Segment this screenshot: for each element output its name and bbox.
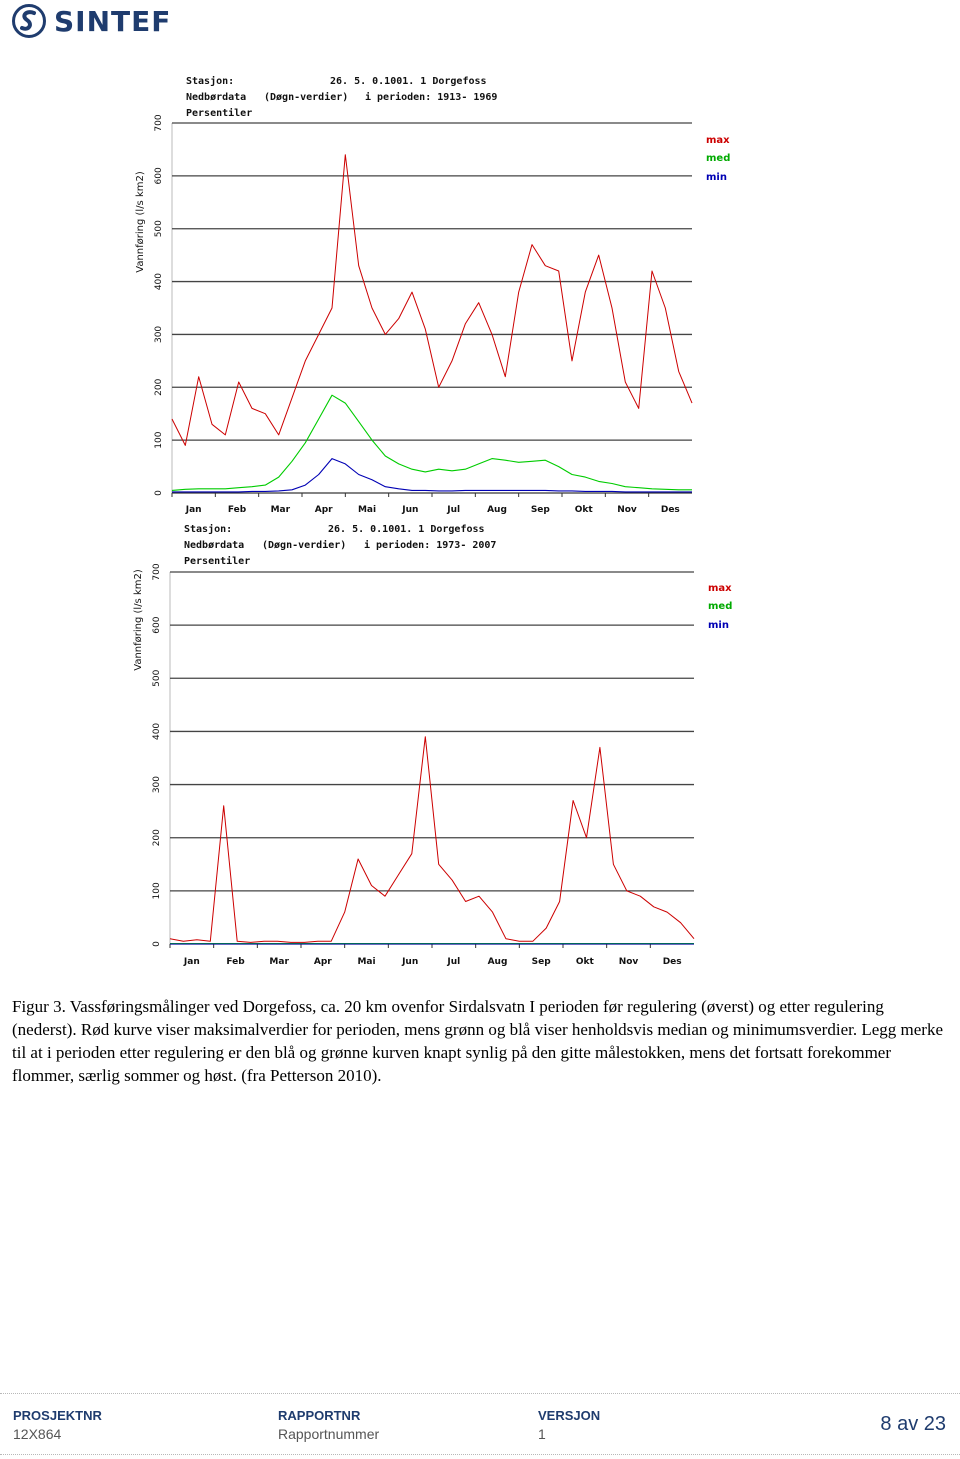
x-tick-label: Jun — [402, 505, 419, 515]
station-value: 26. 5. 0.1001. 1 Dorgefoss — [328, 524, 485, 535]
percentile-label: Persentiler — [186, 108, 253, 119]
x-tick-label: Mai — [357, 505, 377, 515]
chart-before-regulation — [0, 70, 960, 520]
station-value: 26. 5. 0.1001. 1 Dorgefoss — [330, 76, 487, 87]
y-axis-label: Vannføring (l/s km2) — [133, 569, 144, 671]
series-max-line — [170, 737, 694, 943]
brand-name: SINTEF — [54, 4, 172, 38]
x-tick-label: Nov — [617, 505, 637, 515]
y-tick-label: 100 — [154, 431, 164, 449]
y-tick-label: 400 — [154, 272, 164, 291]
footer-project — [13, 1408, 102, 1442]
chart-after-regulation — [0, 518, 960, 970]
data-type-label: Nedbørdata — [186, 92, 247, 103]
report-label: RAPPORTNR — [278, 1408, 361, 1423]
y-tick-label: 700 — [154, 114, 164, 132]
legend-med: med — [708, 601, 733, 612]
x-tick-label: Des — [660, 505, 680, 515]
x-tick-label: Nov — [618, 957, 639, 967]
series-max-line — [172, 155, 692, 446]
station-label: Stasjon: — [184, 524, 233, 535]
y-tick-label: 0 — [152, 941, 162, 947]
legend — [708, 583, 732, 631]
x-tick-label: Apr — [314, 505, 333, 515]
y-tick-label: 700 — [152, 563, 162, 581]
data-type-mid: (Døgn-verdier) — [262, 540, 347, 551]
legend-med: med — [706, 153, 731, 164]
percentile-label: Persentiler — [184, 556, 251, 567]
version-value: 1 — [538, 1426, 546, 1442]
page-footer — [0, 1393, 960, 1455]
station-label: Stasjon: — [186, 76, 235, 87]
y-tick-label: 0 — [154, 490, 164, 496]
figure-caption: Figur 3. Vassføringsmålinger ved Dorgefoss, ca. 20 km ovenfor Sirdalsvatn I perioden før regulering (øverst) og etter regulering (nederst). Rød kurve viser maksimalverdier for perioden, mens grønn og blå viser henholdsvis median og minimumsverdier. Legg merke til at i perioden etter regulering er den blå og grønne kurven knapt synlig på den gitte målestokken, mens det fortsatt forekommer flommer, særlig sommer og høst. (fra Petterson 2010). — [12, 997, 943, 1085]
x-tick-label: Jun — [402, 957, 419, 967]
x-tick-label: Mai — [357, 957, 376, 967]
legend-min: min — [708, 620, 729, 631]
x-tick-label: Sep — [530, 505, 550, 515]
chart-info-block — [186, 75, 497, 119]
x-tick-label: Jan — [185, 505, 202, 515]
x-tick-label: Jul — [447, 505, 461, 515]
y-tick-label: 400 — [152, 722, 162, 741]
page-number: 8 av 23 — [880, 1413, 946, 1435]
data-type-label: Nedbørdata — [184, 540, 245, 551]
legend-max: max — [706, 135, 730, 146]
version-label: VERSJON — [538, 1408, 601, 1423]
period-value: i perioden: 1913- 1969 — [365, 92, 498, 103]
legend-max: max — [708, 583, 732, 594]
period-value: i perioden: 1973- 2007 — [364, 540, 497, 551]
project-label: PROSJEKTNR — [13, 1408, 102, 1423]
y-tick-label: 600 — [152, 616, 162, 634]
report-value: Rapportnummer — [278, 1426, 380, 1442]
x-tick-label: Apr — [313, 957, 332, 967]
x-tick-label: Des — [662, 957, 682, 967]
y-tick-label: 200 — [152, 829, 162, 847]
data-type-mid: (Døgn-verdier) — [264, 92, 349, 103]
x-tick-label: Aug — [487, 505, 507, 515]
footer-report — [278, 1408, 379, 1442]
x-tick-label: Feb — [226, 957, 245, 967]
x-tick-label: Jan — [183, 957, 200, 967]
x-tick-label: Mar — [270, 505, 291, 515]
sintef-logo — [12, 4, 171, 38]
sintef-logo-icon — [12, 4, 46, 38]
y-axis-label: Vannføring (l/s km2) — [135, 171, 146, 273]
series-med-line — [172, 395, 692, 490]
legend-min: min — [706, 172, 727, 183]
y-tick-label: 300 — [154, 325, 164, 344]
y-tick-label: 100 — [152, 882, 162, 900]
y-tick-label: 600 — [154, 167, 164, 185]
x-tick-label: Aug — [487, 957, 508, 967]
y-tick-label: 500 — [154, 220, 164, 238]
chart-info-block — [184, 523, 496, 567]
x-tick-label: Jul — [447, 957, 461, 967]
y-tick-label: 200 — [154, 378, 164, 396]
y-tick-label: 500 — [152, 669, 162, 687]
legend — [706, 135, 730, 183]
footer-version — [538, 1408, 600, 1442]
x-tick-label: Okt — [574, 505, 593, 515]
x-tick-label: Feb — [227, 505, 247, 515]
x-tick-label: Okt — [575, 957, 594, 967]
x-tick-label: Sep — [531, 957, 551, 967]
project-value: 12X864 — [13, 1426, 62, 1442]
x-tick-label: Mar — [269, 957, 289, 967]
y-tick-label: 300 — [152, 775, 162, 794]
